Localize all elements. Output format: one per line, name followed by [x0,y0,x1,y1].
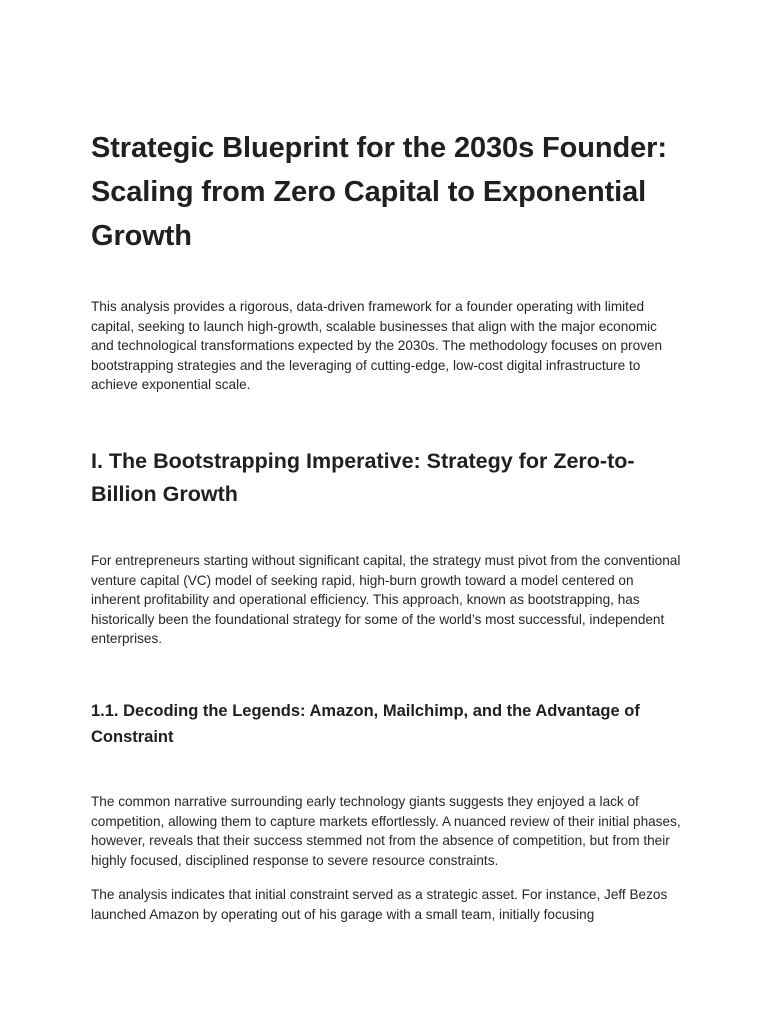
subsection-paragraph-1: The common narrative surrounding early technology giants suggests they enjoyed a lack of competition, allowing them to capture markets effortlessly. A nuanced review of their initial phases, however, reveals that their success stemmed not from the absence of competition, but from their highly focused, disciplined response to severe resource constraints. [91,794,681,868]
subsection-paragraph-2: The analysis indicates that initial constraint served as a strategic asset. For instance, Jeff Bezos launched Amazon by operating out of his garage with a small team, initially focusing [91,887,668,922]
subsection-heading: 1.1. Decoding the Legends: Amazon, Mailchimp, and the Advantage of Constraint [91,702,640,746]
document-title: Strategic Blueprint for the 2030s Founder: Scaling from Zero Capital to Exponential Growth [91,132,667,252]
section-heading: I. The Bootstrapping Imperative: Strategy for Zero-to-Billion Growth [91,449,635,506]
intro-paragraph: This analysis provides a rigorous, data-driven framework for a founder operating with limited capital, seeking to launch high-growth, scalable businesses that align with the major economic and technological transformations expected by the 2030s. The methodology focuses on proven bootstrapping strategies and the leveraging of cutting-edge, low-cost digital infrastructure to achieve exponential scale. [91,299,663,392]
section-paragraph: For entrepreneurs starting without significant capital, the strategy must pivot from the conventional venture capital (VC) model of seeking rapid, high-burn growth toward a model centered on inherent profitability and operational efficiency. This approach, known as bootstrapping, has historically been the foundational strategy for some of the world’s most successful, independent enterprises. [91,553,681,646]
